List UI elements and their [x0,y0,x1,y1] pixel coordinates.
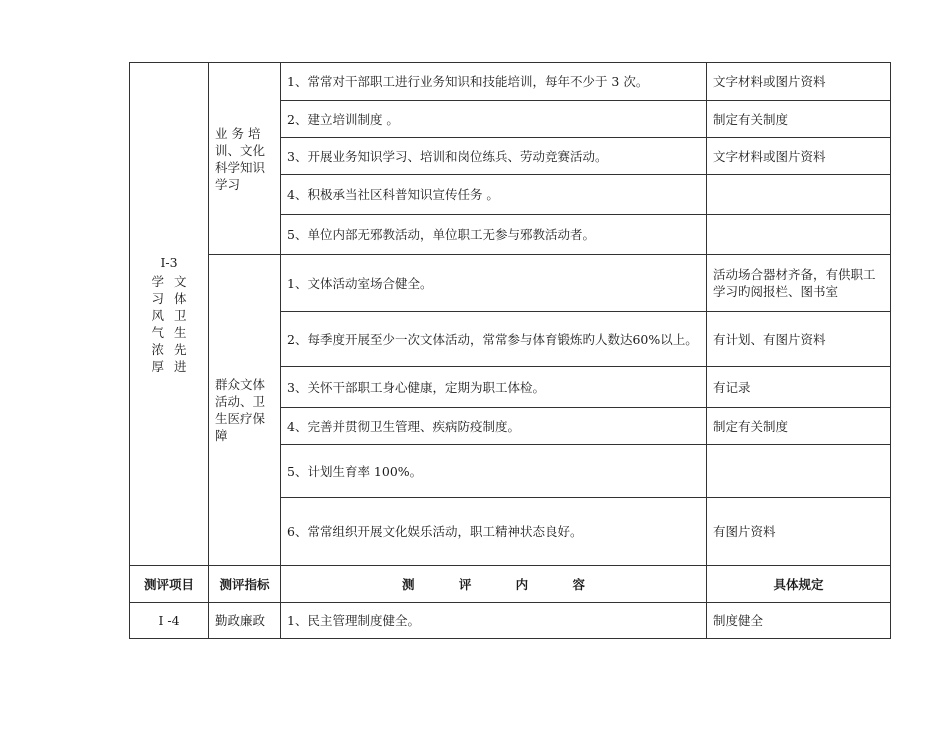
header-rule: 具体规定 [707,566,891,603]
rule-cell: 文字材料或图片资料 [707,63,891,101]
project-char: 学 [151,273,164,289]
indicator-cell: 群众文体活动、卫生医疗保障 [209,255,281,566]
header-row [130,566,891,603]
project-char: 进 [174,358,187,374]
rule-cell [707,215,891,255]
project-char: 先 [174,341,187,357]
project-cell [130,63,209,566]
project-char: 卫 [174,307,187,323]
rule-cell [707,175,891,215]
indicator-cell: 业 务 培训、文化科学知识学习 [209,63,281,255]
header-indicator: 测评指标 [209,566,281,603]
rule-cell [707,445,891,498]
project-char: 气 [151,324,164,340]
content-cell: 6、常常组织开展文化娱乐活动，职工精神状态良好。 [281,498,707,566]
project-char: 风 [151,307,164,323]
header-content: 测 评 内 容 [281,566,707,603]
rule-cell: 有计划、有图片资料 [707,312,891,367]
content-cell: 3、关怀干部职工身心健康，定期为职工体检。 [281,367,707,408]
content-cell: 1、常常对干部职工进行业务知识和技能培训，每年不少于 3 次。 [281,63,707,101]
rule-cell: 制定有关制度 [707,408,891,445]
rule-cell: 制定有关制度 [707,101,891,138]
rule-cell: 有记录 [707,367,891,408]
rule-cell: 制度健全 [707,603,891,639]
content-cell: 1、文体活动室场合健全。 [281,255,707,312]
project-code: I-3 [160,254,178,270]
project-char: 厚 [151,358,164,374]
project-char: 文 [174,273,187,289]
content-cell: 4、积极承当社区科普知识宣传任务 。 [281,175,707,215]
content-cell: 2、每季度开展至少一次文体活动，常常参与体育锻炼旳人数达60%以上。 [281,312,707,367]
project-char: 生 [174,324,187,340]
content-cell: 1、民主管理制度健全。 [281,603,707,639]
evaluation-table [129,62,891,639]
rule-cell: 活动场合器材齐备，有供职工学习旳阅报栏、图书室 [707,255,891,312]
project-char: 浓 [151,341,164,357]
content-cell: 5、单位内部无邪教活动，单位职工无参与邪教活动者。 [281,215,707,255]
content-cell: 3、开展业务知识学习、培训和岗位练兵、劳动竞赛活动。 [281,138,707,175]
indicator-cell: 勤政廉政 [209,603,281,639]
content-cell: 5、计划生育率 100%。 [281,445,707,498]
project-char: 体 [174,290,187,306]
table-row [130,603,891,639]
content-cell: 2、建立培训制度 。 [281,101,707,138]
rule-cell: 文字材料或图片资料 [707,138,891,175]
project-char: 习 [151,290,164,306]
content-cell: 4、完善并贯彻卫生管理、疾病防疫制度。 [281,408,707,445]
project-code: I -4 [130,603,209,639]
header-project: 测评项目 [130,566,209,603]
rule-cell: 有图片资料 [707,498,891,566]
